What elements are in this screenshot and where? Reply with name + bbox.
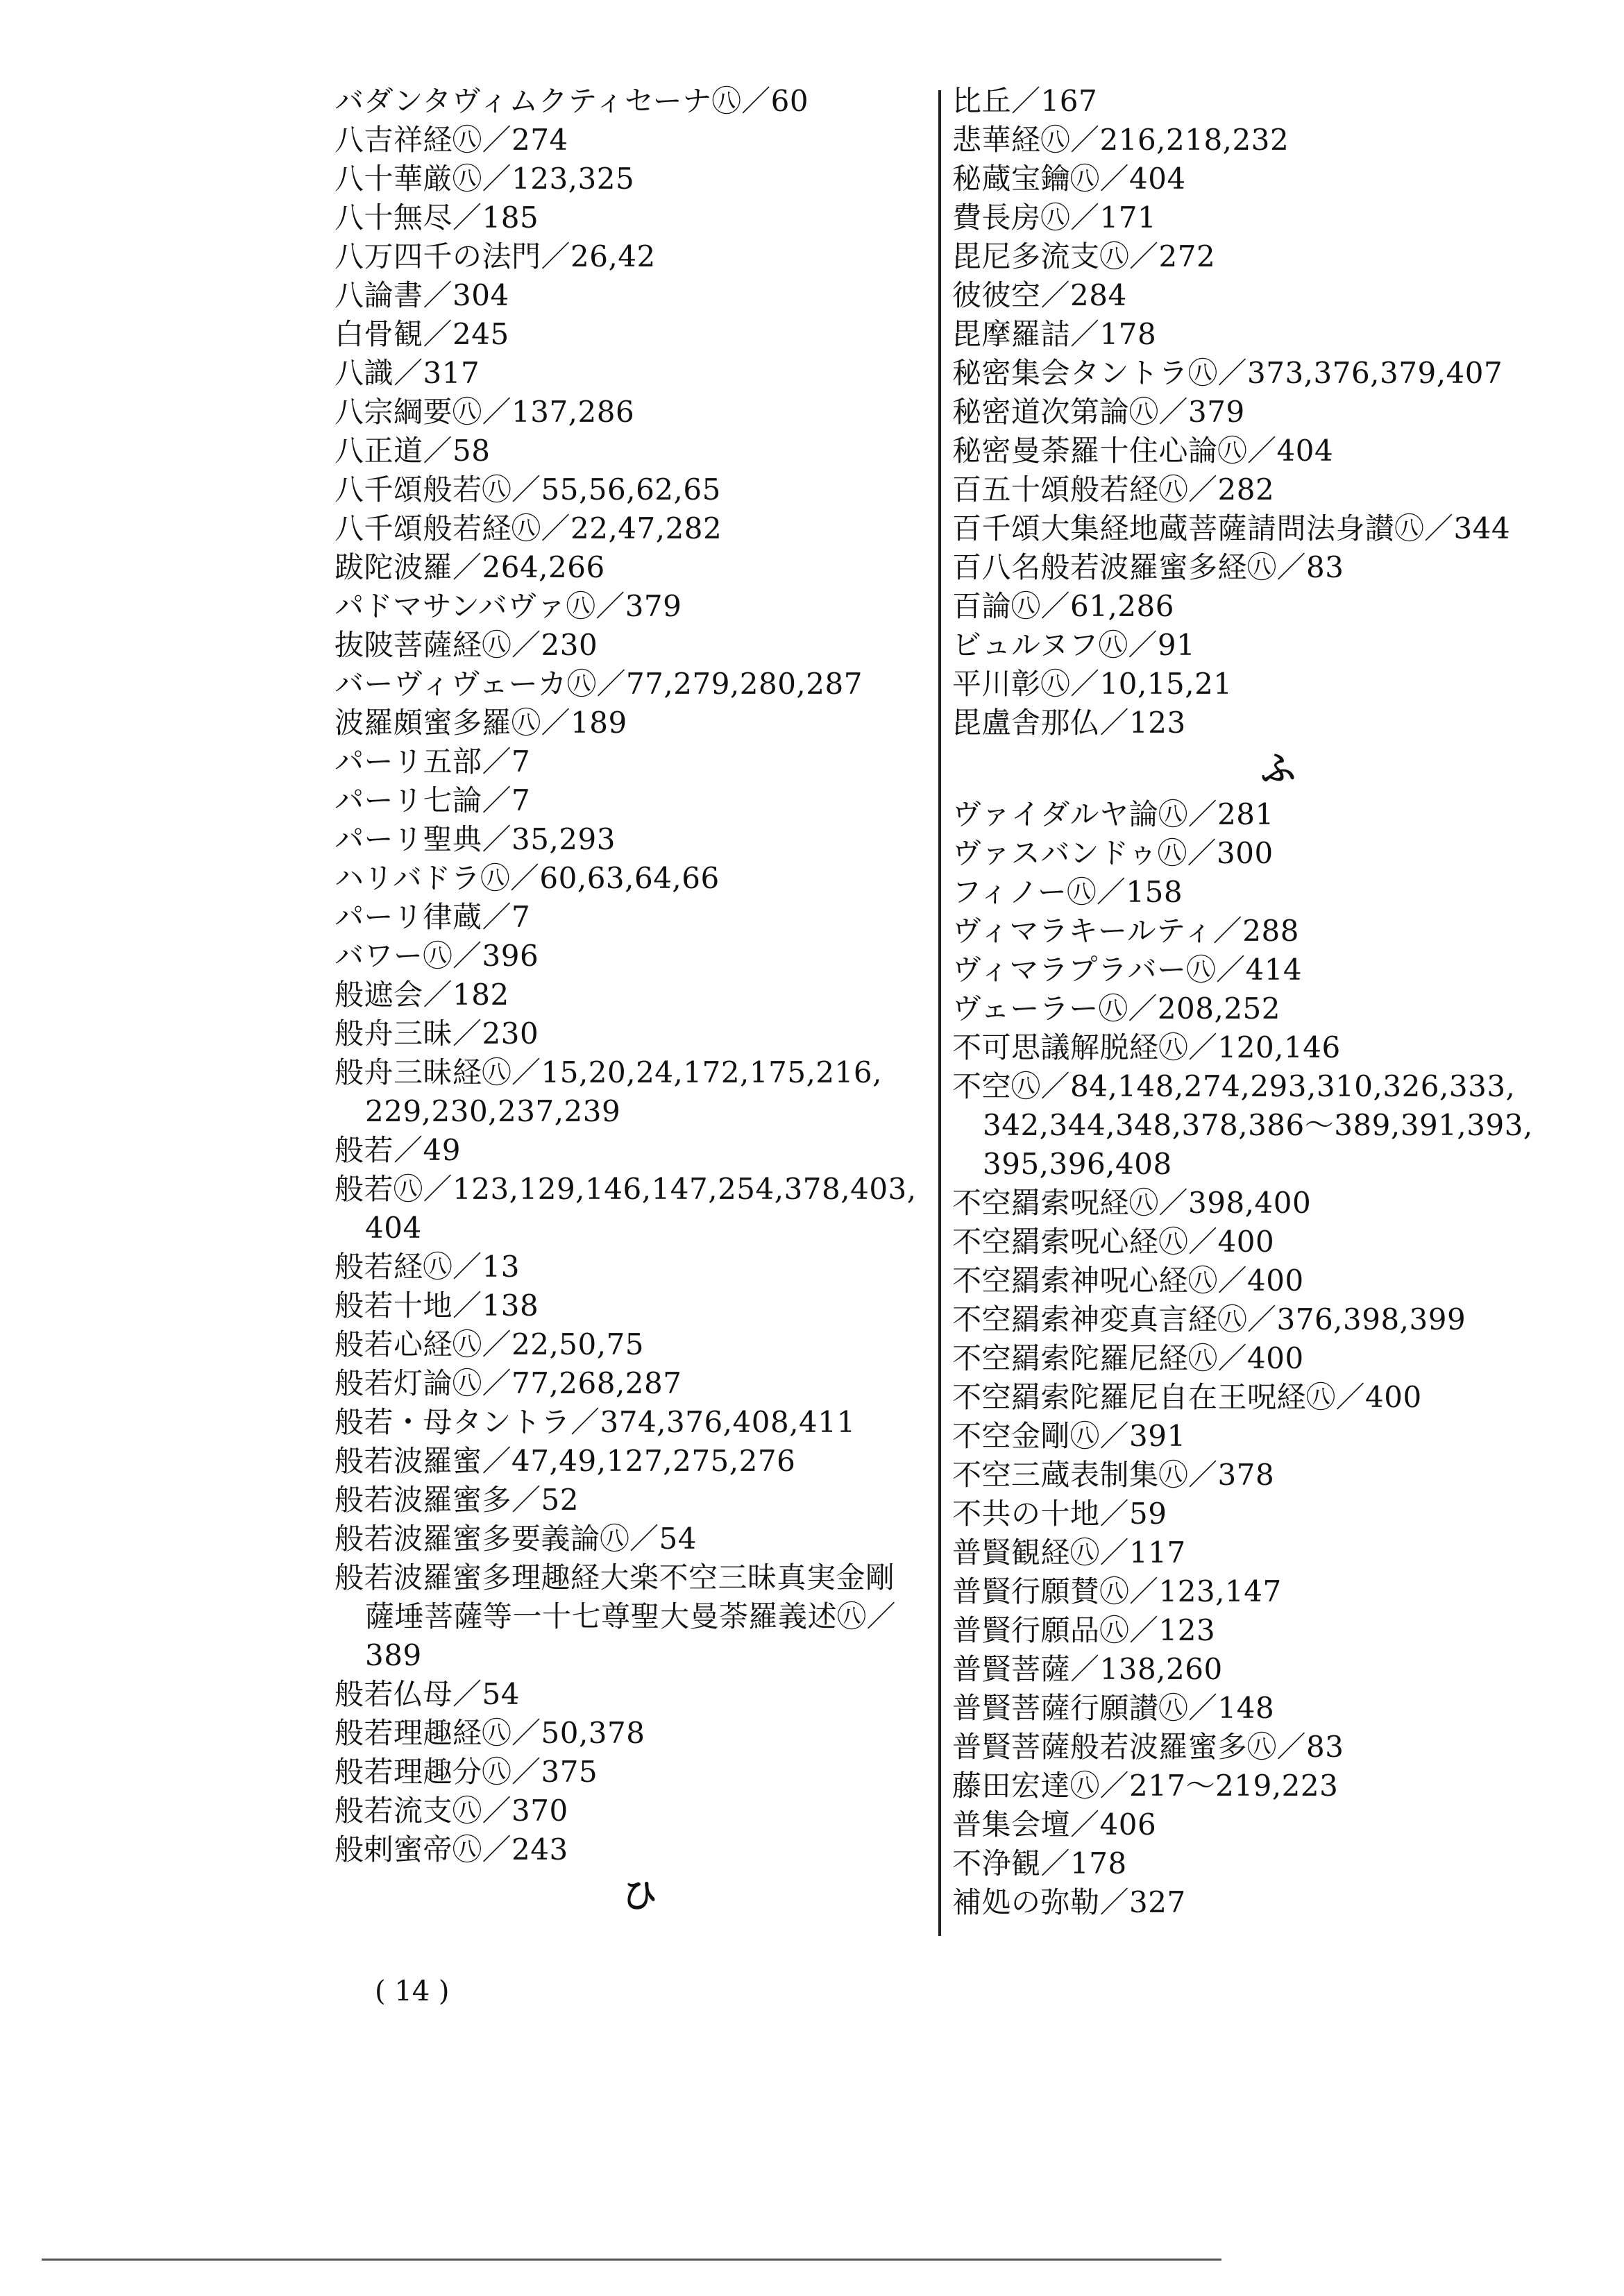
index-entry: 八吉祥経㊇／274 bbox=[335, 123, 568, 157]
index-entry: ハリバドラ㊇／60,63,64,66 bbox=[335, 861, 720, 895]
index-entry: 藤田宏達㊇／217～219,223 bbox=[952, 1769, 1339, 1803]
index-entry: 八論書／304 bbox=[335, 278, 509, 312]
index-entry: ヴァスバンドゥ㊇／300 bbox=[952, 836, 1274, 870]
index-entry: フィノー㊇／158 bbox=[952, 875, 1183, 909]
index-entry: 秘密集会タントラ㊇／373,376,379,407 bbox=[952, 356, 1503, 390]
index-entry: 普賢行願品㊇／123 bbox=[952, 1613, 1216, 1647]
index-entry: 秘密曼荼羅十住心論㊇／404 bbox=[952, 434, 1334, 468]
index-entry: 不可思議解脱経㊇／120,146 bbox=[952, 1030, 1341, 1064]
index-entry: バワー㊇／396 bbox=[335, 939, 539, 973]
index-entry: 百千頌大集経地蔵菩薩請問法身讃㊇／344 bbox=[952, 511, 1511, 545]
index-entry: パーリ聖典／35,293 bbox=[335, 822, 616, 856]
index-entry: 般舟三昧／230 bbox=[335, 1017, 539, 1051]
index-entry: 費長房㊇／171 bbox=[952, 201, 1157, 235]
index-entry: 不空羂索呪経㊇／398,400 bbox=[952, 1186, 1312, 1220]
index-entry: 八十無尽／185 bbox=[335, 201, 539, 235]
left-column bbox=[335, 82, 945, 1922]
index-entry-continuation: 389 bbox=[365, 1638, 422, 1672]
index-entry: ビュルヌフ㊇／91 bbox=[952, 628, 1196, 662]
section-heading: ふ bbox=[1260, 748, 1296, 789]
index-entry: 波羅頗蜜多羅㊇／189 bbox=[335, 706, 627, 740]
index-entry: 不浄観／178 bbox=[952, 1846, 1127, 1880]
index-entry: 般剌蜜帝㊇／243 bbox=[335, 1832, 568, 1866]
index-entry: 般若灯論㊇／77,268,287 bbox=[335, 1366, 682, 1400]
index-entry: 白骨観／245 bbox=[335, 317, 509, 351]
index-entry: 般遮会／182 bbox=[335, 978, 509, 1012]
index-entry: 般若波羅蜜多要義論㊇／54 bbox=[335, 1522, 697, 1556]
index-entry: 平川彰㊇／10,15,21 bbox=[952, 667, 1233, 701]
index-entry: 般若波羅蜜／47,49,127,275,276 bbox=[335, 1444, 796, 1478]
index-entry: 般若十地／138 bbox=[335, 1289, 539, 1323]
right-column bbox=[952, 82, 1605, 1922]
index-entry: 般若心経㊇／22,50,75 bbox=[335, 1327, 645, 1361]
index-entry: 秘蔵宝鑰㊇／404 bbox=[952, 162, 1186, 196]
index-entry: 百八名般若波羅蜜多経㊇／83 bbox=[952, 550, 1344, 584]
index-entry-continuation: 404 bbox=[365, 1211, 422, 1245]
index-entry: 普賢菩薩行願讃㊇／148 bbox=[952, 1691, 1275, 1725]
index-entry: 不空三蔵表制集㊇／378 bbox=[952, 1458, 1275, 1492]
index-entry-continuation: 薩埵菩薩等一十七尊聖大曼荼羅義述㊇／ bbox=[365, 1599, 897, 1633]
index-entry: 抜陂菩薩経㊇／230 bbox=[335, 628, 598, 662]
index-entry: 毘尼多流支㊇／272 bbox=[952, 239, 1216, 273]
index-entry: 悲華経㊇／216,218,232 bbox=[952, 123, 1289, 157]
index-entry: ヴァイダルヤ論㊇／281 bbox=[952, 797, 1274, 831]
index-entry: 八千頌般若経㊇／22,47,282 bbox=[335, 511, 722, 545]
index-entry-continuation: 395,396,408 bbox=[983, 1147, 1172, 1181]
index-entry: 毘摩羅詰／178 bbox=[952, 317, 1157, 351]
index-entry-continuation: 342,344,348,378,386～389,391,393, bbox=[983, 1108, 1533, 1142]
index-entry: 八十華厳㊇／123,325 bbox=[335, 162, 635, 196]
index-entry: 般若・母タントラ／374,376,408,411 bbox=[335, 1405, 856, 1439]
index-entry: 不共の十地／59 bbox=[952, 1497, 1167, 1531]
index-entry: 普賢菩薩／138,260 bbox=[952, 1652, 1223, 1686]
index-entry: 般若㊇／123,129,146,147,254,378,403, bbox=[335, 1172, 917, 1206]
index-entry: 跋陀波羅／264,266 bbox=[335, 550, 605, 584]
index-entry: 百五十頌般若経㊇／282 bbox=[952, 473, 1275, 507]
index-entry: 般若仏母／54 bbox=[335, 1677, 520, 1711]
index-entry: 般舟三昧経㊇／15,20,24,172,175,216, bbox=[335, 1055, 882, 1089]
index-entry: 普賢観経㊇／117 bbox=[952, 1536, 1186, 1570]
index-entry: 不空羂索陀羅尼経㊇／400 bbox=[952, 1341, 1304, 1375]
index-entry: ヴェーラー㊇／208,252 bbox=[952, 992, 1281, 1026]
index-entry: 八万四千の法門／26,42 bbox=[335, 239, 656, 273]
index-entry: 般若経㊇／13 bbox=[335, 1250, 520, 1284]
index-entry: 般若／49 bbox=[335, 1133, 461, 1167]
page-number: ( 14 ) bbox=[375, 1975, 450, 2007]
index-entry: 彼彼空／284 bbox=[952, 278, 1127, 312]
index-entry: 般若波羅蜜多理趣経大楽不空三昧真実金剛 bbox=[335, 1561, 895, 1595]
index-entry: 不空羂索陀羅尼自在王呪経㊇／400 bbox=[952, 1380, 1422, 1414]
index-entry: 八識／317 bbox=[335, 356, 480, 390]
index-entry: 八千頌般若㊇／55,56,62,65 bbox=[335, 473, 721, 507]
index-entry: 不空金剛㊇／391 bbox=[952, 1419, 1186, 1453]
index-entry: パーリ七論／7 bbox=[335, 783, 531, 817]
index-entry: 八宗綱要㊇／137,286 bbox=[335, 395, 635, 429]
index-entry: 八正道／58 bbox=[335, 434, 491, 468]
index-entry: 普賢行願賛㊇／123,147 bbox=[952, 1574, 1282, 1608]
index-entry: 不空羂索神呪心経㊇／400 bbox=[952, 1264, 1304, 1298]
index-entry: バダンタヴィムクティセーナ㊇／60 bbox=[335, 84, 809, 118]
index-entry: パーリ律蔵／7 bbox=[335, 900, 531, 934]
index-entry: 不空㊇／84,148,274,293,310,326,333, bbox=[952, 1069, 1516, 1103]
index-entry: 毘盧舎那仏／123 bbox=[952, 706, 1186, 740]
index-entry: 般若波羅蜜多／52 bbox=[335, 1483, 579, 1517]
index-entry: パドマサンバヴァ㊇／379 bbox=[335, 589, 682, 623]
index-entry: 不空羂索呪心経㊇／400 bbox=[952, 1225, 1275, 1259]
index-entry: 不空羂索神変真言経㊇／376,398,399 bbox=[952, 1302, 1466, 1336]
bottom-rule bbox=[42, 2259, 1221, 2261]
index-entry: 般若理趣経㊇／50,378 bbox=[335, 1716, 645, 1750]
index-entry: 補処の弥勒／327 bbox=[952, 1885, 1186, 1919]
index-entry: 普賢菩薩般若波羅蜜多㊇／83 bbox=[952, 1730, 1344, 1764]
index-entry: 秘密道次第論㊇／379 bbox=[952, 395, 1245, 429]
index-entry: バーヴィヴェーカ㊇／77,279,280,287 bbox=[335, 667, 863, 701]
index-entry: ヴィマラプラバー㊇／414 bbox=[952, 953, 1303, 987]
index-entry: 般若流支㊇／370 bbox=[335, 1794, 568, 1828]
index-entry: パーリ五部／7 bbox=[335, 745, 531, 779]
section-heading: ひ bbox=[622, 1875, 658, 1916]
index-entry-continuation: 229,230,237,239 bbox=[365, 1094, 621, 1128]
index-entry: 普集会壇／406 bbox=[952, 1808, 1157, 1842]
index-entry: ヴィマラキールティ／288 bbox=[952, 914, 1299, 948]
index-entry: 比丘／167 bbox=[952, 84, 1098, 118]
index-entry: 般若理趣分㊇／375 bbox=[335, 1755, 598, 1789]
column-divider bbox=[938, 90, 941, 1936]
index-entry: 百論㊇／61,286 bbox=[952, 589, 1174, 623]
